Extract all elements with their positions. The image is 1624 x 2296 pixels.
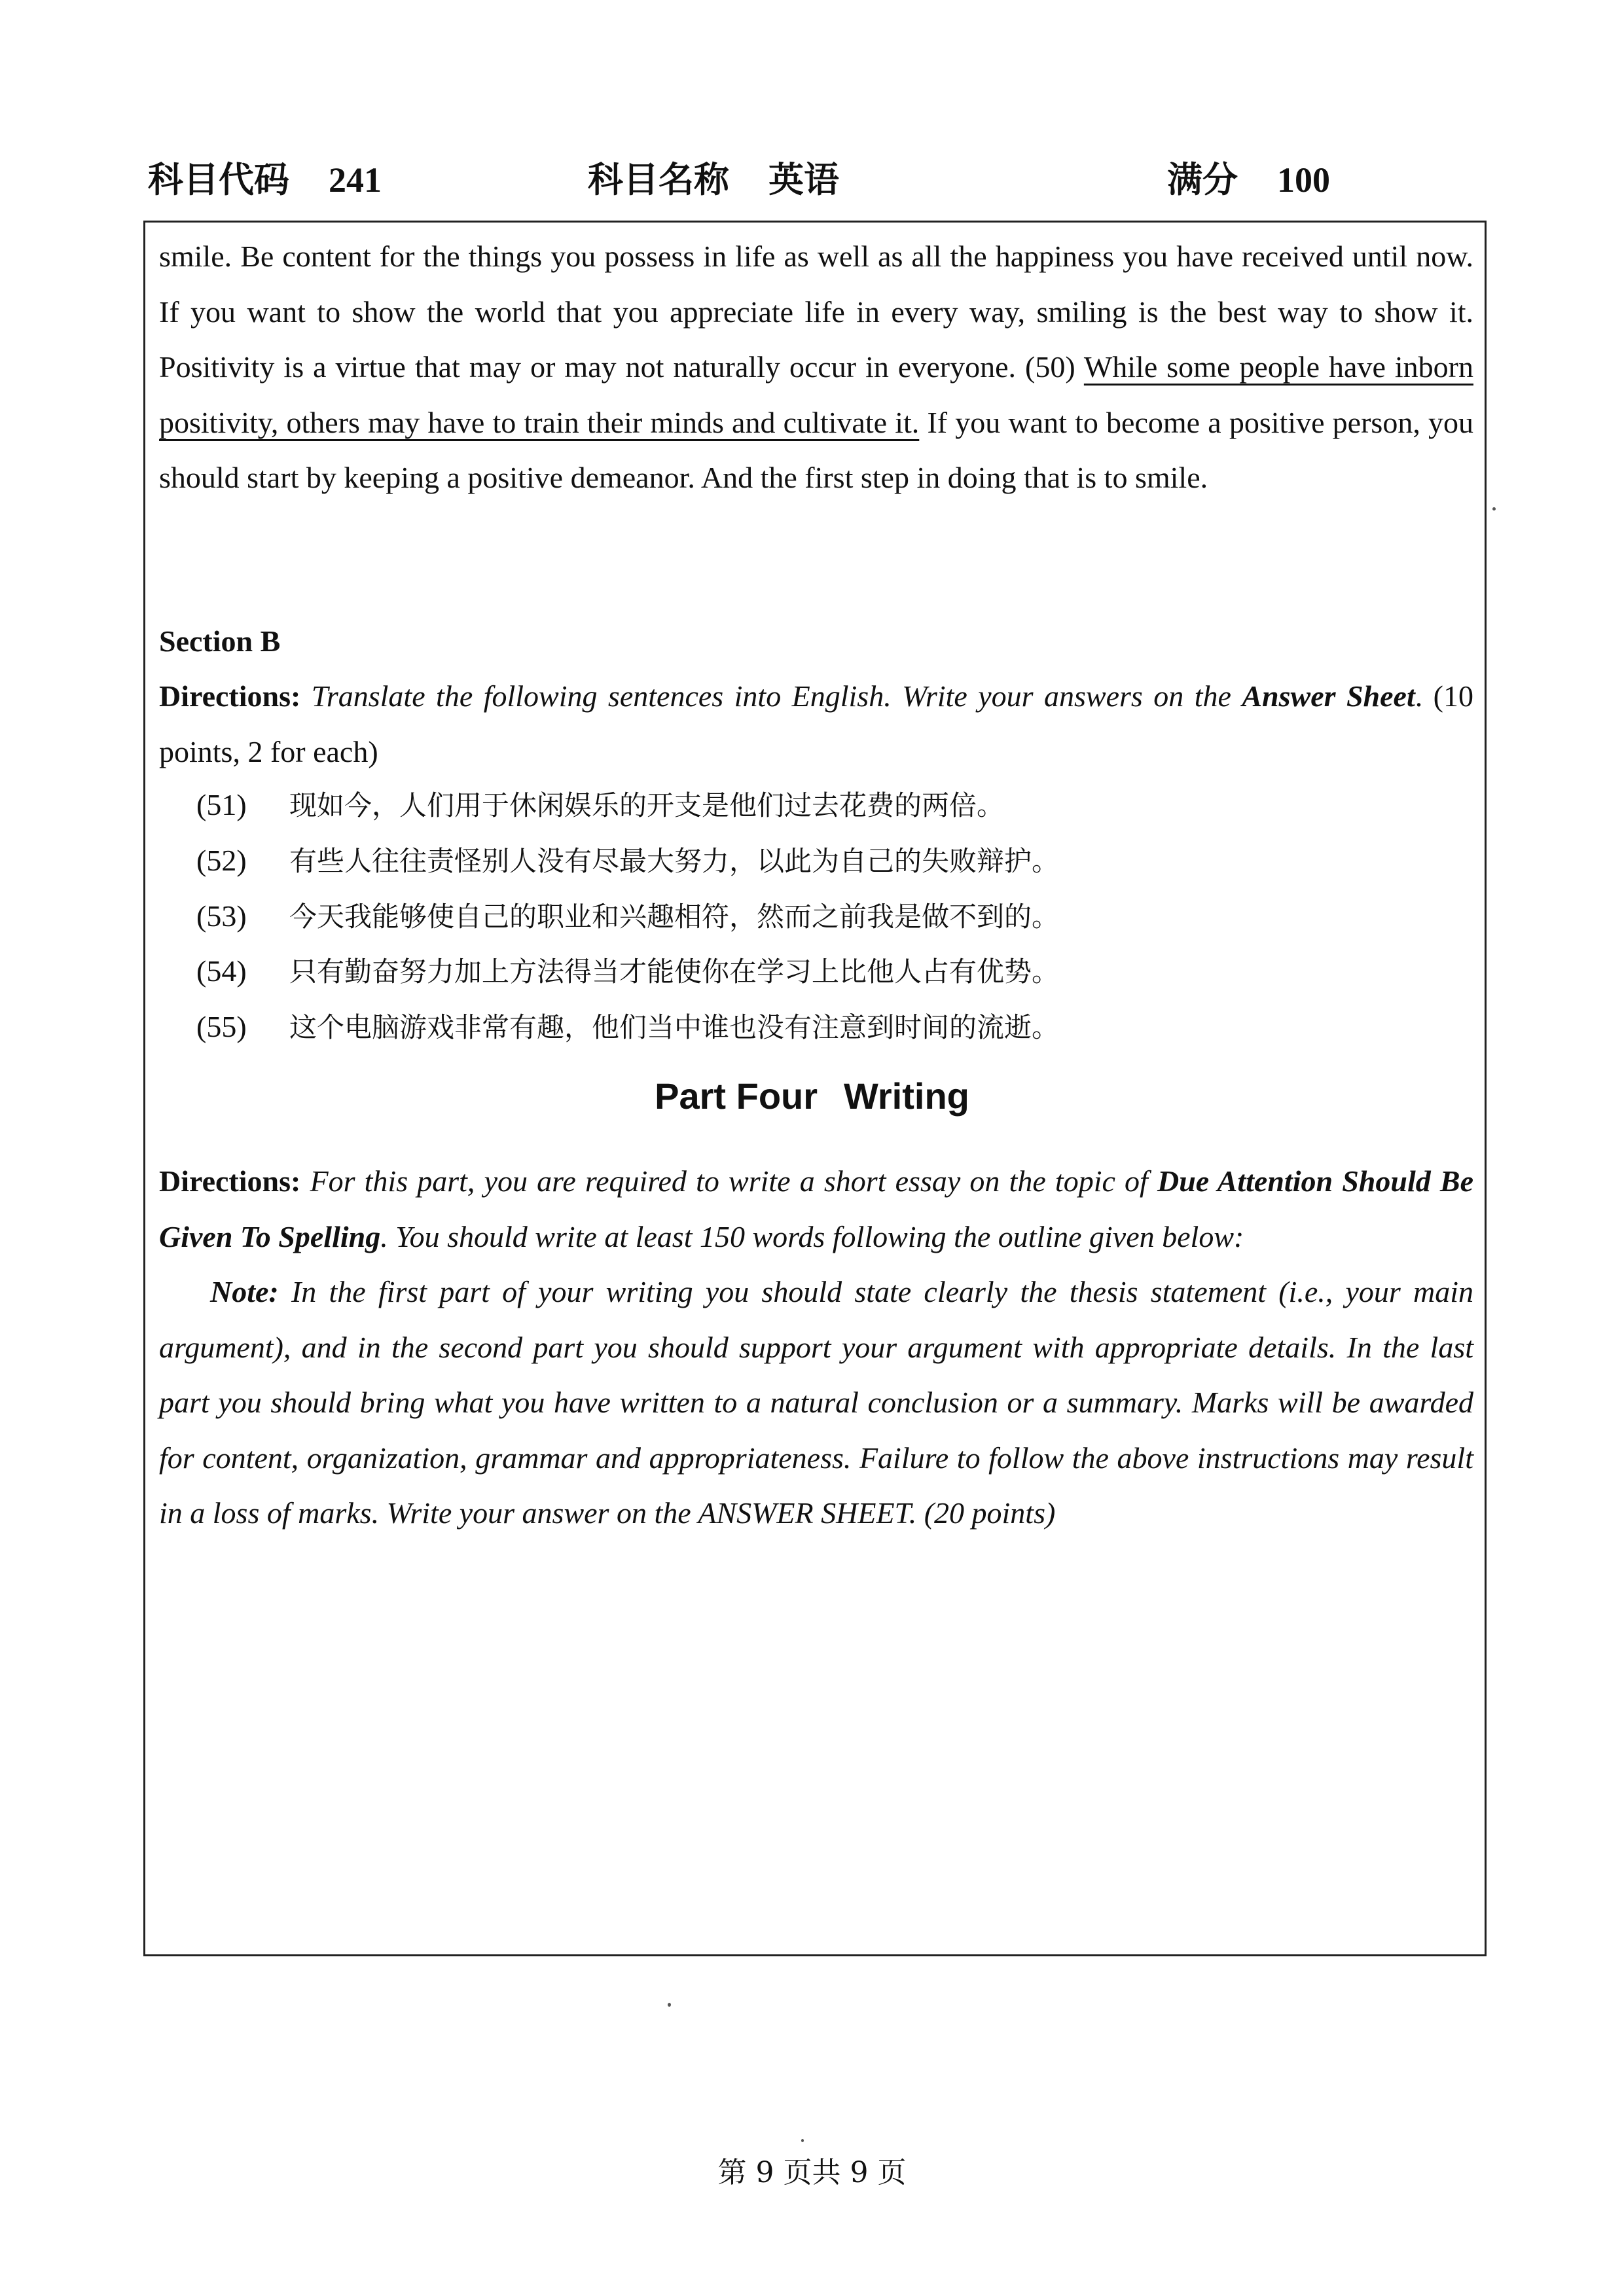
answer-sheet-label: Answer Sheet [1242, 679, 1415, 713]
section-b [159, 614, 1473, 780]
full-score [1167, 152, 1330, 202]
subject-code-label: 科目代码 [148, 159, 289, 200]
question-text: 只有勤奋努力加上方法得当才能使你在学习上比他人占有优势。 [289, 956, 1060, 988]
question-text: 有些人往往责怪别人没有尽最大努力，以此为自己的失败辩护。 [289, 845, 1060, 877]
scan-speck [668, 2003, 671, 2007]
question-number: (52) [196, 844, 247, 877]
subject-code-value: 241 [329, 160, 382, 200]
section-b-points: . (10 points, 2 for each) [159, 679, 1473, 768]
part-four-directions-label: Directions: [159, 1164, 301, 1198]
part-four-directions-text: For this part, you are required to write a short essay on the topic of [310, 1164, 1148, 1198]
passage-text-after: If you want to become a positive person, you should start by keeping a positive demeanor. And the first step in doing that is to smile. [159, 405, 1474, 494]
question-number: (55) [196, 1010, 247, 1043]
translation-question [196, 840, 1059, 879]
translation-question [196, 784, 1004, 823]
section-b-title: Section B [159, 624, 281, 658]
part-four-label: Part Four [655, 1075, 818, 1117]
question-number: (54) [196, 954, 247, 988]
subject-name-label: 科目名称 [588, 159, 729, 200]
passage-underlined-sentence: While some people have inborn positivity, others may have to train their minds and cultivate it. [159, 350, 1473, 439]
question-text: 现如今，人们用于休闲娱乐的开支是他们过去花费的两倍。 [289, 789, 1005, 821]
section-b-directions-text: Translate the following sentences into English. Write your answers on the [311, 679, 1231, 713]
part-four-note [159, 1265, 1473, 1541]
question-number: (51) [196, 788, 247, 821]
subject-name-value: 英语 [768, 159, 839, 200]
translation-question [196, 895, 1059, 935]
question-number: (53) [196, 899, 247, 933]
reading-passage [159, 229, 1473, 506]
full-score-label: 满分 [1167, 159, 1238, 200]
exam-header [0, 152, 1624, 204]
part-four-directions-text2: . You should write at least 150 words following the outline given below: [380, 1219, 1244, 1253]
page-content [159, 229, 1473, 506]
subject-name [588, 152, 839, 202]
scan-speck [1492, 507, 1496, 511]
part-four-directions [159, 1154, 1473, 1265]
part-four-name: Writing [844, 1075, 969, 1117]
part-four-body [159, 1154, 1473, 1541]
passage-text-before: smile. Be content for the things you possess in life as well as all the happiness you have received until now. If you want to show the world that you appreciate life in every way, smiling is the best way to show it. Positivity is a virtue that may or may not naturally occur in everyone. (50) [159, 240, 1473, 384]
note-label: Note: [210, 1275, 279, 1308]
translation-question [196, 950, 1059, 990]
section-b-directions [159, 669, 1473, 780]
full-score-value: 100 [1277, 160, 1330, 200]
part-four-title [0, 1075, 1624, 1117]
essay-topic: Due Attention Should Be Given To Spelling [159, 1164, 1473, 1253]
translation-question [196, 1006, 1059, 1045]
question-text: 今天我能够使自己的职业和兴趣相符，然而之前我是做不到的。 [289, 901, 1060, 933]
question-text: 这个电脑游戏非常有趣，他们当中谁也没有注意到时间的流逝。 [289, 1011, 1060, 1043]
scan-speck [801, 2139, 804, 2142]
page-number: 第 9 页共 9 页 [717, 2156, 907, 2189]
note-text: In the first part of your writing you should state clearly the thesis statement (i.e., your main argument), and in the second part you should support your argument with appropriate details. In the last part you should bring what you have written to a natural conclusion or a summary. Marks will be awarded for content, organization, grammar and appropriateness. Failure to follow the above instructions may result in a loss of marks. Write your answer on the ANSWER SHEET. (20 points) [159, 1275, 1473, 1530]
subject-code [148, 152, 382, 202]
section-b-directions-label: Directions: [159, 679, 301, 713]
